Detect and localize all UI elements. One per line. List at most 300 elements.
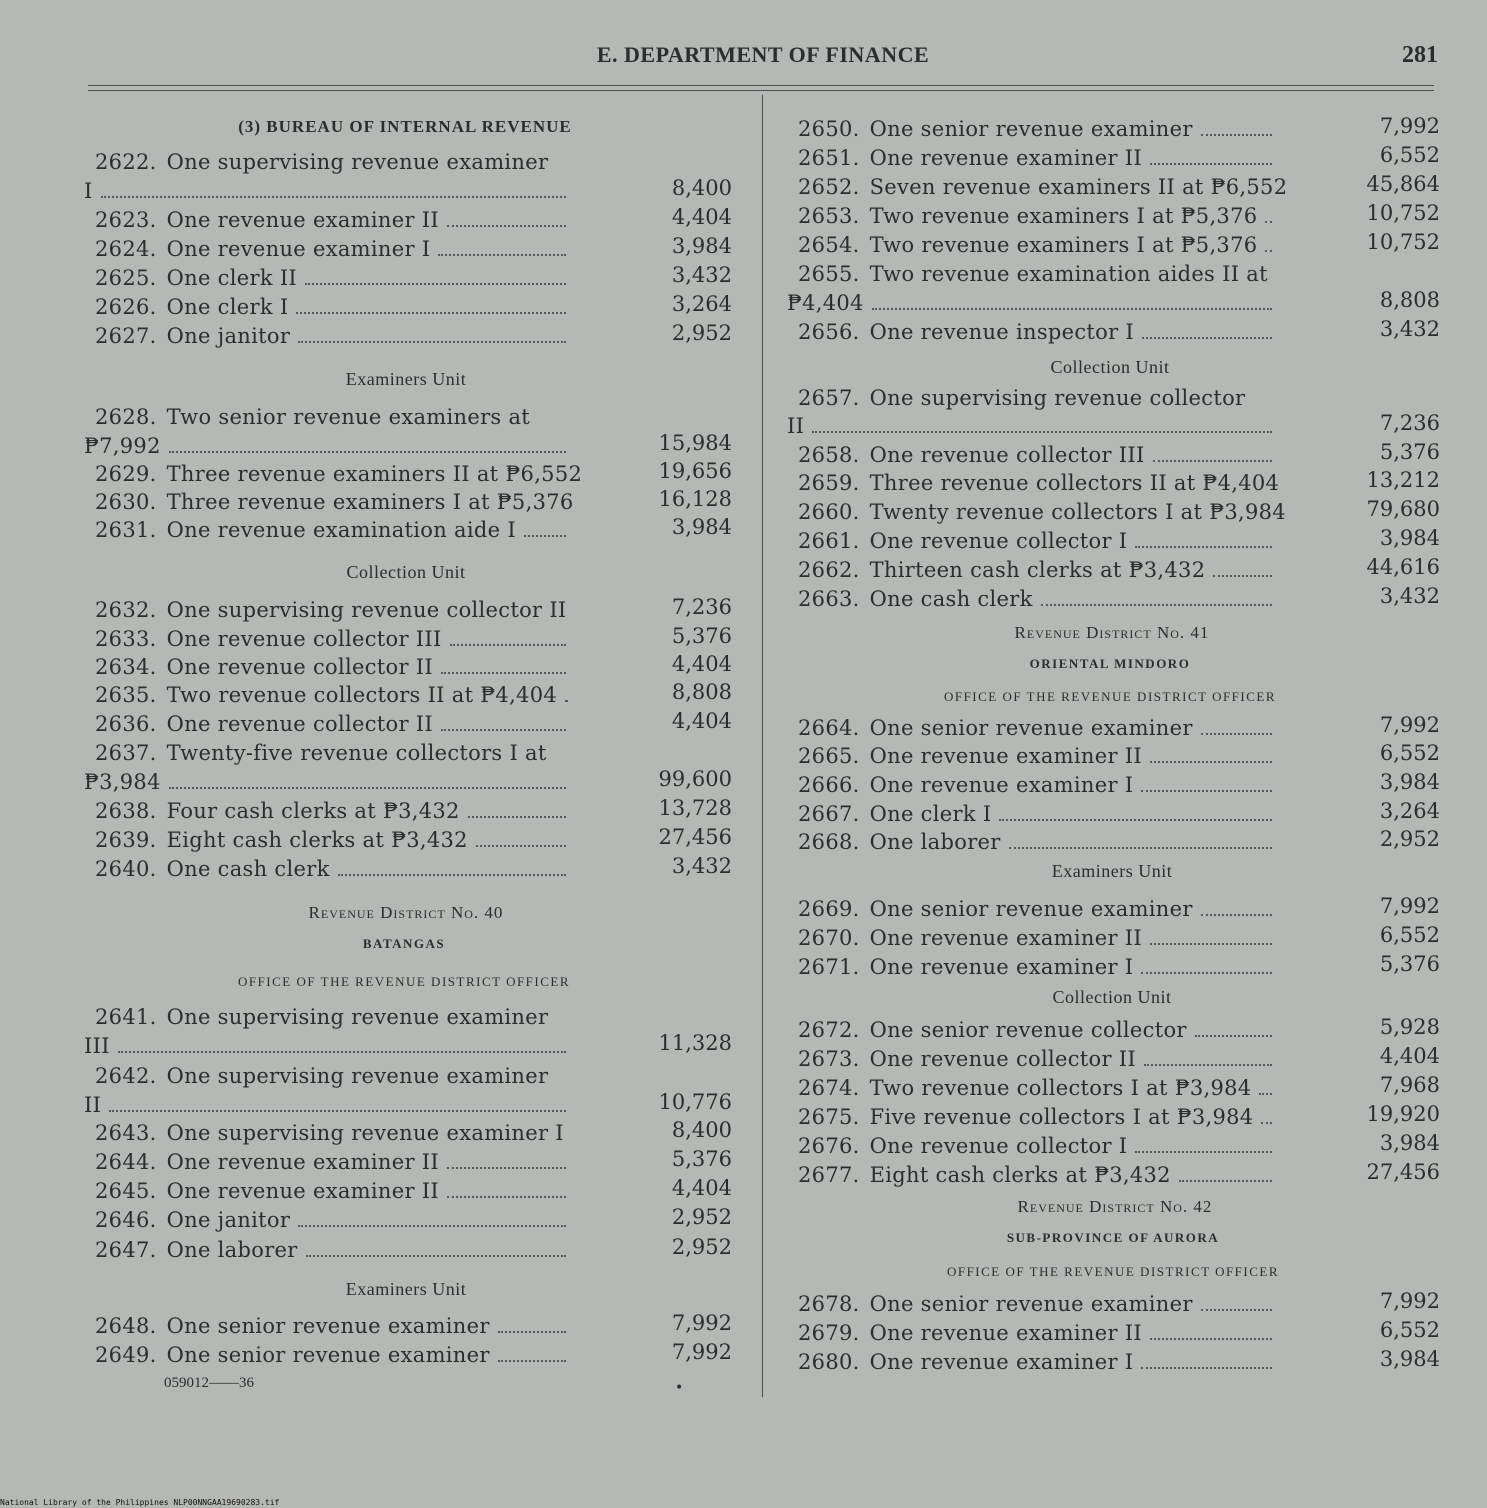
item-number: 2659. (798, 471, 860, 495)
item-description: One clerk I (166, 295, 289, 319)
line-item (95, 1238, 570, 1262)
item-number: 2680. (798, 1350, 860, 1374)
dot-leader (306, 1255, 566, 1257)
line-item (798, 1076, 1276, 1100)
dot-leader (1213, 575, 1272, 577)
line-item-continued (787, 414, 1276, 438)
line-item (95, 237, 570, 261)
item-description: One revenue examiner II (869, 1321, 1142, 1345)
item-description: One cash clerk (869, 587, 1033, 611)
item-number: 2660. (798, 500, 860, 524)
line-item (798, 802, 1276, 826)
line-item (798, 773, 1276, 797)
item-description: One revenue examiner II (166, 1179, 439, 1203)
line-item (798, 320, 1276, 344)
item-number: 2662. (798, 558, 860, 582)
item-amount: 13,212 (1366, 468, 1440, 492)
subheading-collection-unit-r: Collection Unit (1050, 357, 1170, 377)
item-description: Twenty revenue collectors I at ₱3,984 (869, 500, 1286, 524)
line-item (95, 295, 570, 319)
item-amount: 10,752 (1366, 201, 1440, 225)
line-item (798, 146, 1276, 170)
item-number: 2640. (95, 857, 157, 881)
item-amount: 7,236 (1379, 411, 1440, 435)
dot-leader (1144, 1064, 1272, 1066)
line-item (95, 266, 570, 290)
item-description: One cash clerk (166, 857, 330, 881)
item-number: 2664. (798, 716, 860, 740)
line-item (798, 897, 1276, 921)
item-number: 2675. (798, 1105, 860, 1129)
line-item (95, 1343, 570, 1367)
item-number: 2650. (798, 117, 860, 141)
item-description: Two revenue examiners I at ₱5,376 (869, 204, 1258, 228)
scan-credit: National Library of the Philippines NLP00NNGAA19690283.tif (0, 1498, 280, 1507)
item-number: 2635. (95, 683, 157, 707)
section-heading-bureau: (3) BUREAU OF INTERNAL REVENUE (238, 117, 572, 136)
dot-leader (450, 644, 566, 646)
item-description: One revenue examiner I (869, 955, 1134, 979)
item-number: 2671. (798, 955, 860, 979)
item-amount: 4,404 (671, 205, 732, 229)
item-number: 2665. (798, 744, 860, 768)
item-number: 2630. (95, 490, 157, 514)
item-amount: 3,264 (1379, 799, 1440, 823)
line-item (798, 587, 1276, 611)
line-item-continued (84, 434, 570, 458)
item-amount: 6,552 (1379, 143, 1440, 167)
item-amount: 5,376 (671, 624, 732, 648)
line-item (798, 744, 1276, 768)
item-number: 2672. (798, 1018, 860, 1042)
item-amount: 3,432 (671, 263, 732, 287)
line-item (95, 683, 570, 707)
item-amount: 19,920 (1366, 1102, 1440, 1126)
line-item (798, 1134, 1276, 1158)
dot-leader (1150, 163, 1272, 165)
item-description: Two revenue examination aides II at (869, 262, 1268, 286)
subheading-examiners-unit: Examiners Unit (345, 369, 467, 389)
line-item (95, 1208, 570, 1232)
item-amount: 19,656 (658, 459, 732, 483)
item-amount: 2,952 (1379, 827, 1440, 851)
dot-leader (1041, 604, 1272, 606)
dot-leader (1142, 337, 1272, 339)
item-description: One clerk I (869, 802, 992, 826)
item-description: One revenue collector II (869, 1047, 1136, 1071)
item-amount: 16,128 (658, 487, 732, 511)
item-description: One supervising revenue examiner (166, 1005, 549, 1029)
line-item (95, 655, 570, 679)
item-amount: 3,984 (671, 515, 732, 539)
item-number: 2644. (95, 1150, 157, 1174)
item-number: 2634. (95, 655, 157, 679)
item-continuation: ₱7,992 (84, 434, 161, 458)
dot-leader (1153, 460, 1272, 462)
line-item-continued (787, 291, 1276, 315)
line-item (798, 1321, 1276, 1345)
page-number: 281 (1402, 42, 1438, 68)
item-number: 2669. (798, 897, 860, 921)
item-description: One laborer (166, 1238, 298, 1262)
item-description: Four cash clerks at ₱3,432 (166, 799, 460, 823)
item-description: Two senior revenue examiners at (166, 405, 531, 429)
column-divider (762, 95, 763, 1397)
item-number: 2632. (95, 598, 157, 622)
line-item-continued (84, 1093, 570, 1117)
item-number: 2625. (95, 266, 157, 290)
line-item (95, 857, 570, 881)
item-description: One revenue collector II (166, 655, 433, 679)
dot-leader (305, 283, 566, 285)
dot-leader (1201, 733, 1272, 735)
header-rule-thin (88, 90, 1434, 91)
item-number: 2658. (798, 443, 860, 467)
dot-leader (447, 225, 566, 227)
dot-leader (1265, 221, 1272, 223)
item-amount: 7,992 (1379, 1289, 1440, 1313)
dot-leader (872, 308, 1272, 310)
line-item (798, 500, 1286, 524)
item-description: One revenue collector I (869, 529, 1128, 553)
item-description: Seven revenue examiners II at ₱6,552 (869, 175, 1288, 199)
dot-leader (1141, 972, 1272, 974)
page-title: E. DEPARTMENT OF FINANCE (596, 42, 930, 67)
item-number: 2645. (95, 1179, 157, 1203)
line-item (798, 926, 1276, 950)
item-amount: 10,752 (1366, 230, 1440, 254)
dot-leader (1150, 1338, 1272, 1340)
item-number: 2623. (95, 208, 157, 232)
item-amount: 6,552 (1379, 1318, 1440, 1342)
item-description: Eight cash clerks at ₱3,432 (166, 828, 468, 852)
item-number: 2668. (798, 830, 860, 854)
dot-leader (1141, 790, 1272, 792)
item-amount: 7,992 (1379, 114, 1440, 138)
item-description: One senior revenue collector (869, 1018, 1187, 1042)
item-number: 2666. (798, 773, 860, 797)
line-item (798, 233, 1276, 257)
item-amount: 4,404 (671, 1176, 732, 1200)
item-amount: 3,432 (671, 854, 732, 878)
item-description: One supervising revenue examiner (166, 150, 549, 174)
item-description: One laborer (869, 830, 1001, 854)
dot-leader (1150, 761, 1272, 763)
item-number: 2627. (95, 324, 157, 348)
item-number: 2638. (95, 799, 157, 823)
subheading-examiners-unit-r: Examiners Unit (1051, 861, 1173, 881)
item-amount: 27,456 (1366, 1160, 1440, 1184)
item-number: 2667. (798, 802, 860, 826)
item-amount: 7,992 (671, 1340, 732, 1364)
line-item (798, 529, 1276, 553)
dot-leader (109, 1110, 566, 1112)
line-item (95, 799, 570, 823)
dot-leader (447, 1167, 566, 1169)
item-description: One revenue examiner I (869, 773, 1134, 797)
district-heading-42: Revenue District No. 42 (1017, 1197, 1213, 1216)
item-number: 2652. (798, 175, 860, 199)
line-item (95, 518, 570, 542)
item-description: One revenue examiner II (869, 744, 1142, 768)
item-continuation: II (84, 1093, 102, 1117)
item-description: Three revenue collectors II at ₱4,404 (869, 471, 1280, 495)
item-amount: 3,984 (1379, 1131, 1440, 1155)
office-heading-42: OFFICE OF THE REVENUE DISTRICT OFFICER (946, 1264, 1280, 1279)
item-continuation: ₱3,984 (84, 770, 161, 794)
dot-leader (169, 787, 566, 789)
item-continuation: I (84, 179, 93, 203)
dot-leader (338, 874, 566, 876)
item-amount: 99,600 (658, 767, 732, 791)
line-item (798, 386, 1276, 410)
line-item (798, 558, 1276, 582)
item-number: 2642. (95, 1064, 157, 1088)
dot-leader (296, 312, 566, 314)
item-amount: 7,992 (671, 1311, 732, 1335)
dot-leader (1135, 1151, 1272, 1153)
item-number: 2639. (95, 828, 157, 852)
dot-leader (1265, 250, 1272, 252)
line-item (95, 598, 570, 622)
dot-leader (1009, 847, 1272, 849)
dot-leader (812, 431, 1272, 433)
dot-leader (438, 254, 566, 256)
item-number: 2647. (95, 1238, 157, 1262)
item-description: One revenue collector I (869, 1134, 1128, 1158)
line-item (95, 1150, 570, 1174)
subheading-collection-unit-r2: Collection Unit (1052, 987, 1172, 1007)
item-amount: 45,864 (1366, 172, 1440, 196)
line-item (798, 204, 1276, 228)
item-amount: 6,552 (1379, 923, 1440, 947)
footer-code: 059012——36 (164, 1375, 254, 1391)
office-heading-41: OFFICE OF THE REVENUE DISTRICT OFFICER (943, 689, 1277, 704)
bullet-mark: • (675, 1380, 684, 1396)
line-item (95, 208, 570, 232)
line-item-continued (84, 1034, 570, 1058)
item-number: 2622. (95, 150, 157, 174)
dot-leader (169, 451, 566, 453)
item-description: Five revenue collectors I at ₱3,984 (869, 1105, 1254, 1129)
item-description: One revenue examiner I (166, 237, 431, 261)
item-amount: 8,400 (671, 176, 732, 200)
district-place-41: ORIENTAL MINDORO (1029, 656, 1191, 671)
item-amount: 10,776 (658, 1090, 732, 1114)
dot-leader (298, 1225, 566, 1227)
item-amount: 15,984 (658, 431, 732, 455)
item-description: Eight cash clerks at ₱3,432 (869, 1163, 1171, 1187)
dot-leader (1259, 1093, 1272, 1095)
item-number: 2653. (798, 204, 860, 228)
dot-leader (498, 1360, 566, 1362)
item-description: Two revenue collectors II at ₱4,404 (166, 683, 558, 707)
line-item (798, 1047, 1276, 1071)
dot-leader (1201, 134, 1272, 136)
item-amount: 3,984 (1379, 526, 1440, 550)
item-number: 2637. (95, 741, 157, 765)
item-amount: 79,680 (1366, 497, 1440, 521)
item-number: 2676. (798, 1134, 860, 1158)
item-number: 2654. (798, 233, 860, 257)
item-number: 2641. (95, 1005, 157, 1029)
dot-leader (565, 700, 566, 702)
line-item (798, 1292, 1276, 1316)
subheading-examiners-unit-2: Examiners Unit (345, 1279, 467, 1299)
item-description: One supervising revenue collector (869, 386, 1246, 410)
item-amount: 11,328 (658, 1031, 732, 1055)
district-heading-41: Revenue District No. 41 (1014, 623, 1210, 642)
item-number: 2629. (95, 462, 157, 486)
item-description: One senior revenue examiner (869, 117, 1193, 141)
item-description: One revenue examiner II (166, 1150, 439, 1174)
item-description: One revenue collector III (869, 443, 1145, 467)
dot-leader (468, 816, 566, 818)
item-description: One janitor (166, 324, 291, 348)
office-heading-40: OFFICE OF THE REVENUE DISTRICT OFFICER (237, 974, 571, 989)
item-number: 2663. (798, 587, 860, 611)
line-item (95, 324, 570, 348)
item-amount: 3,264 (671, 292, 732, 316)
line-item (798, 1350, 1276, 1374)
item-description: One revenue inspector I (869, 320, 1135, 344)
item-number: 2661. (798, 529, 860, 553)
line-item (798, 1105, 1276, 1129)
dot-leader (1179, 1180, 1272, 1182)
dot-leader (524, 535, 566, 537)
item-number: 2674. (798, 1076, 860, 1100)
item-number: 2646. (95, 1208, 157, 1232)
item-number: 2656. (798, 320, 860, 344)
dot-leader (1135, 546, 1272, 548)
dot-leader (101, 196, 566, 198)
item-description: One revenue examiner II (869, 146, 1142, 170)
item-number: 2651. (798, 146, 860, 170)
item-amount: 7,968 (1379, 1073, 1440, 1097)
item-number: 2626. (95, 295, 157, 319)
item-amount: 3,432 (1379, 584, 1440, 608)
line-item (95, 1179, 570, 1203)
item-amount: 13,728 (658, 796, 732, 820)
item-number: 2677. (798, 1163, 860, 1187)
item-description: One senior revenue examiner (869, 716, 1193, 740)
item-description: Three revenue examiners II at ₱6,552 (166, 462, 583, 486)
item-number: 2648. (95, 1314, 157, 1338)
item-number: 2636. (95, 712, 157, 736)
item-number: 2649. (95, 1343, 157, 1367)
item-number: 2673. (798, 1047, 860, 1071)
line-item-continued (84, 179, 570, 203)
dot-leader (1150, 943, 1272, 945)
item-amount: 44,616 (1366, 555, 1440, 579)
dot-leader (441, 729, 566, 731)
item-amount: 27,456 (658, 825, 732, 849)
page-header (88, 38, 1438, 78)
item-amount: 5,376 (1379, 952, 1440, 976)
line-item (798, 471, 1280, 495)
item-amount: 8,400 (671, 1118, 732, 1142)
item-amount: 7,992 (1379, 713, 1440, 737)
item-continuation: II (787, 414, 805, 438)
item-description: One revenue collector III (166, 627, 442, 651)
line-item (95, 1064, 570, 1088)
line-item (95, 1005, 570, 1029)
line-item (95, 490, 574, 514)
item-description: One revenue examiner I (869, 1350, 1134, 1374)
line-item (95, 828, 570, 852)
dot-leader (1261, 1122, 1272, 1124)
line-item (798, 262, 1276, 286)
line-item (95, 150, 570, 174)
item-number: 2631. (95, 518, 157, 542)
item-amount: 5,376 (671, 1147, 732, 1171)
item-continuation: III (84, 1034, 110, 1058)
item-description: One supervising revenue collector II (166, 598, 567, 622)
item-amount: 8,808 (1379, 288, 1440, 312)
line-item (798, 830, 1276, 854)
line-item (95, 712, 570, 736)
line-item (95, 741, 570, 765)
item-number: 2628. (95, 405, 157, 429)
subheading-collection-unit: Collection Unit (346, 562, 466, 582)
line-item (798, 1018, 1276, 1042)
item-description: Twenty-five revenue collectors I at (166, 741, 547, 765)
item-amount: 3,984 (1379, 1347, 1440, 1371)
item-amount: 3,984 (671, 234, 732, 258)
line-item (95, 405, 570, 429)
line-item (798, 443, 1276, 467)
item-description: One revenue examiner II (166, 208, 439, 232)
dot-leader (1201, 1309, 1272, 1311)
item-number: 2624. (95, 237, 157, 261)
line-item (798, 175, 1288, 199)
item-description: One senior revenue examiner (166, 1343, 490, 1367)
item-amount: 4,404 (671, 652, 732, 676)
item-amount: 5,928 (1379, 1015, 1440, 1039)
dot-leader (1201, 914, 1272, 916)
line-item (798, 117, 1276, 141)
item-description: One senior revenue examiner (869, 897, 1193, 921)
item-description: One supervising revenue examiner (166, 1064, 549, 1088)
item-description: One revenue collector II (166, 712, 433, 736)
dot-leader (441, 672, 566, 674)
item-amount: 3,432 (1379, 317, 1440, 341)
district-heading-40: Revenue District No. 40 (308, 903, 504, 922)
item-number: 2679. (798, 1321, 860, 1345)
line-item (95, 462, 583, 486)
item-description: One revenue examiner II (869, 926, 1142, 950)
item-description: Two revenue examiners I at ₱5,376 (869, 233, 1258, 257)
line-item (798, 716, 1276, 740)
item-number: 2643. (95, 1121, 157, 1145)
header-rule (88, 85, 1434, 86)
item-amount: 3,984 (1379, 770, 1440, 794)
item-amount: 7,236 (671, 595, 732, 619)
dot-leader (447, 1196, 566, 1198)
item-description: Two revenue collectors I at ₱3,984 (869, 1076, 1252, 1100)
item-amount: 2,952 (671, 321, 732, 345)
line-item (95, 1314, 570, 1338)
item-continuation: ₱4,404 (787, 291, 864, 315)
item-amount: 8,808 (671, 680, 732, 704)
item-amount: 5,376 (1379, 440, 1440, 464)
dot-leader (999, 819, 1272, 821)
item-number: 2670. (798, 926, 860, 950)
line-item (798, 1163, 1276, 1187)
item-amount: 4,404 (671, 709, 732, 733)
item-description: One senior revenue examiner (166, 1314, 490, 1338)
dot-leader (118, 1051, 566, 1053)
